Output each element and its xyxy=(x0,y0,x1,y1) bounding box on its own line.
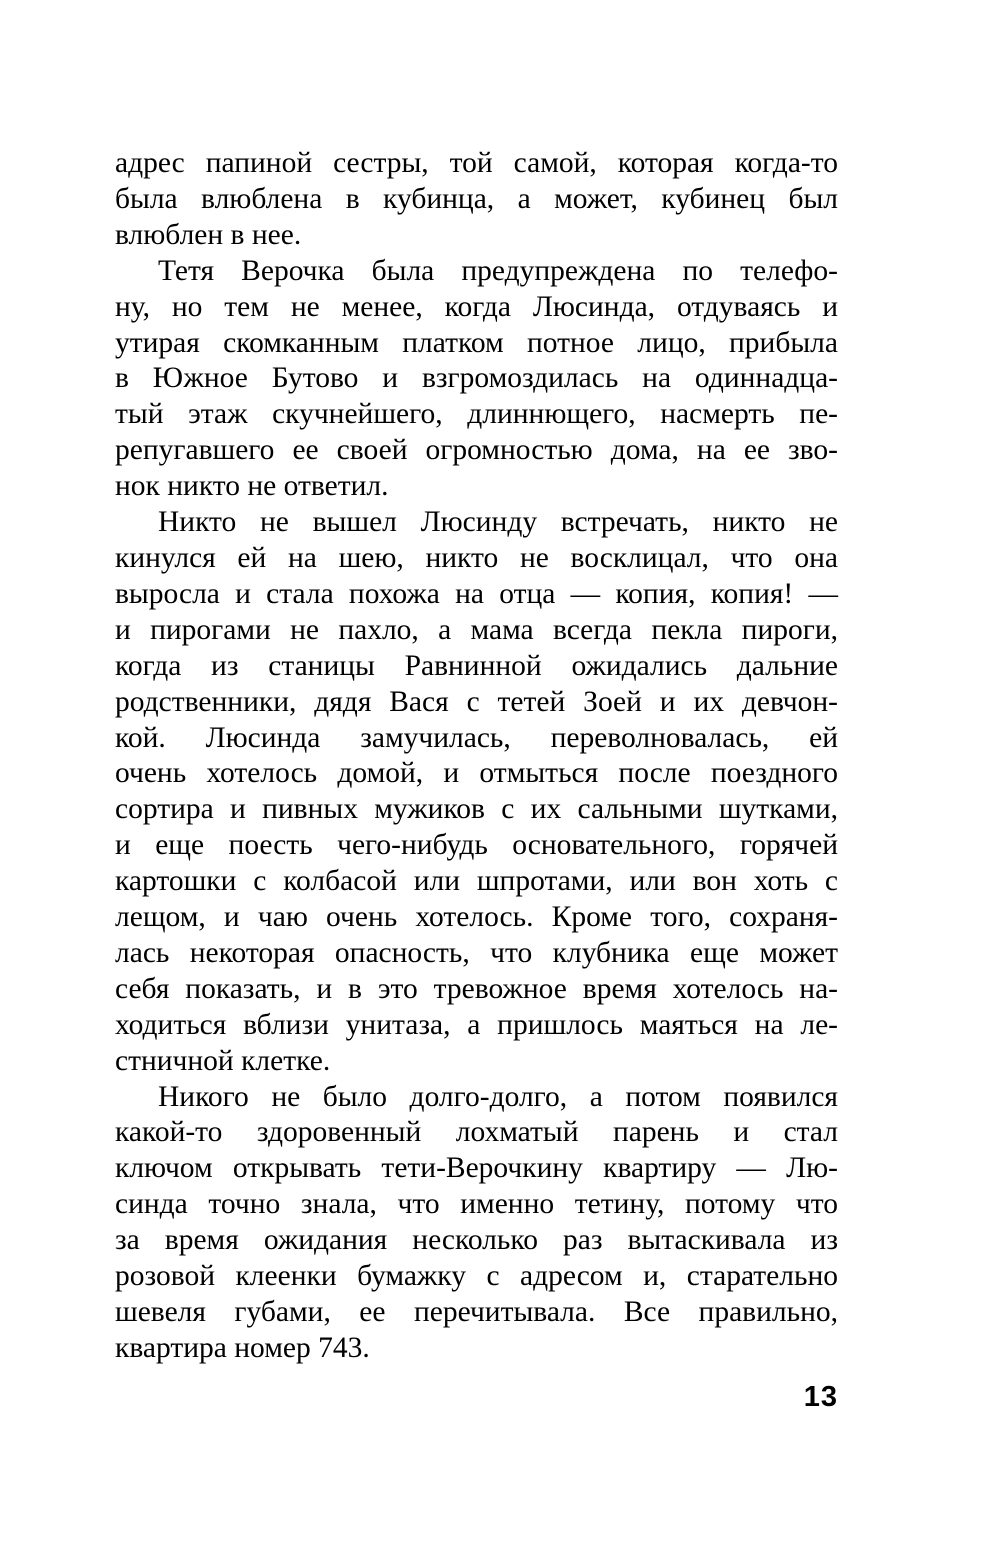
page-number: 13 xyxy=(803,1381,838,1413)
paragraph xyxy=(115,254,838,505)
paragraph xyxy=(115,505,838,1080)
text-line: синда точно знала, что именно тетину, потому что xyxy=(115,1188,838,1221)
text-line: родственники, дядя Вася с тетей Зоей и их девчон- xyxy=(115,685,838,718)
text-line: очень хотелось домой, и отмыться после поездного xyxy=(115,757,838,790)
text-line: квартира номер 743. xyxy=(115,1331,370,1364)
text-line: картошки с колбасой или шпротами, или вон хоть с xyxy=(115,865,838,898)
text-line: и пирогами не пахло, а мама всегда пекла пироги, xyxy=(115,613,838,646)
paragraph xyxy=(115,1080,838,1367)
text-line: ходиться вблизи унитаза, а пришлось маяться на ле- xyxy=(115,1008,838,1041)
text-line: влюблен в нее. xyxy=(115,218,302,251)
text-line: выросла и стала похожа на отца — копия, копия! — xyxy=(115,577,838,610)
text-line: розовой клеенки бумажку с адресом и, старательно xyxy=(115,1260,838,1293)
text-line: ключом открывать тети-Верочкину квартиру — Лю- xyxy=(115,1152,838,1185)
text-line: лась некоторая опасность, что клубника еще может xyxy=(115,936,838,969)
text-line: тый этаж скучнейшего, длиннющего, насмерть пе- xyxy=(115,398,838,431)
text-line: лещом, и чаю очень хотелось. Кроме того, сохраня- xyxy=(115,901,838,934)
text-line: Тетя Верочка была предупреждена по телефо- xyxy=(158,254,838,287)
text-line: стничной клетке. xyxy=(115,1044,331,1077)
text-line: Никто не вышел Люсинду встречать, никто не xyxy=(158,506,838,539)
text-line: утирая скомканным платком потное лицо, прибыла xyxy=(115,326,838,359)
text-line: была влюблена в кубинца, а может, кубинец был xyxy=(115,182,838,215)
text-line: Никого не было долго-долго, а потом появился xyxy=(158,1080,838,1113)
text-line: и еще поесть чего-нибудь основательного, горячей xyxy=(115,829,838,862)
text-line: когда из станицы Равнинной ожидались дальние xyxy=(115,649,838,682)
text-line: ну, но тем не менее, когда Люсинда, отдуваясь и xyxy=(115,290,838,323)
text-line: нок никто не ответил. xyxy=(115,470,389,503)
text-line: адрес папиной сестры, той самой, которая когда-то xyxy=(115,147,838,179)
text-line: себя показать, и в это тревожное время хотелось на- xyxy=(115,972,838,1005)
text-line: сортира и пивных мужиков с их сальными шутками, xyxy=(115,793,838,826)
text-line: кинулся ей на шею, никто не восклицал, что она xyxy=(115,541,838,574)
text-line: кой. Люсинда замучилась, переволновалась, ей xyxy=(115,721,838,754)
text-line: в Южное Бутово и взгромоздилась на одиннадца- xyxy=(115,362,838,395)
text-line: шевеля губами, ее перечитывала. Все правильно, xyxy=(115,1296,838,1328)
text-block xyxy=(115,146,838,1367)
text-line: за время ожидания несколько раз вытаскивала из xyxy=(115,1224,838,1257)
text-line: репугавшего ее своей огромностью дома, на ее зво- xyxy=(115,434,838,467)
paragraph xyxy=(115,146,838,254)
text-line: какой-то здоровенный лохматый парень и стал xyxy=(115,1116,838,1149)
